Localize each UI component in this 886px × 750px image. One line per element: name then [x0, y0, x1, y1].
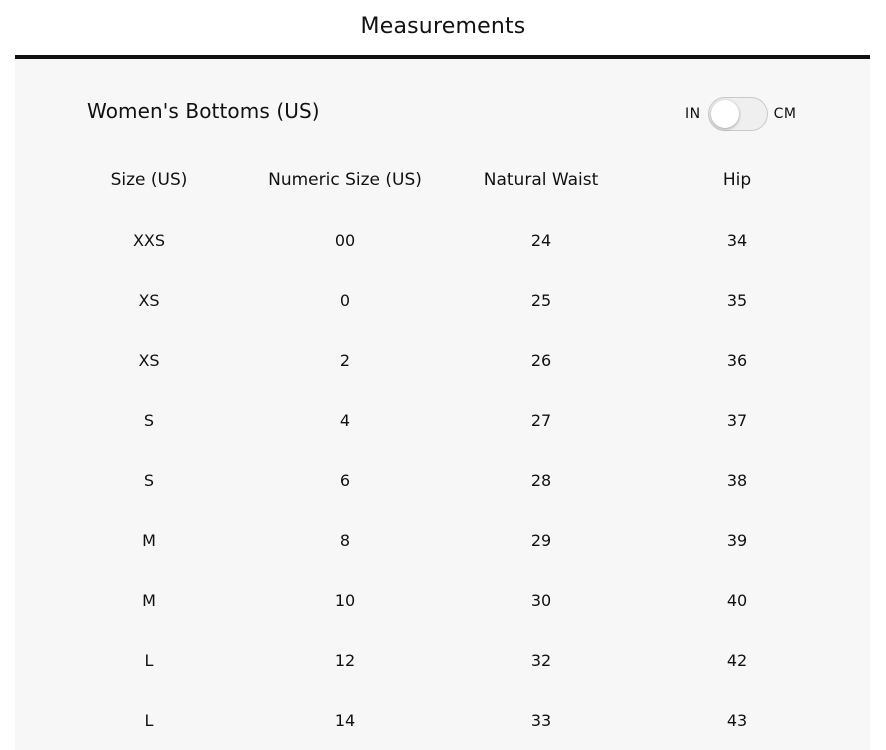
size-cell: M	[142, 590, 156, 610]
unit-toggle-knob[interactable]	[711, 100, 739, 128]
hip-cell: 42	[726, 650, 748, 670]
hip-cell: 37	[726, 410, 748, 430]
natural-waist-cell: 26	[530, 350, 552, 370]
table-row	[51, 390, 835, 450]
table-row	[51, 450, 835, 510]
hip-cell: 39	[726, 530, 748, 550]
hip-cell: 36	[726, 350, 748, 370]
column-header-numeric-size: Numeric Size (US)	[268, 170, 422, 190]
header	[0, 0, 886, 56]
numeric-size-cell: 6	[339, 470, 351, 490]
column-header-hip: Hip	[722, 170, 752, 190]
measurements-panel	[15, 59, 870, 750]
numeric-size-cell: 10	[334, 590, 356, 610]
natural-waist-cell: 24	[530, 230, 552, 250]
page-title: Measurements	[360, 14, 526, 39]
numeric-size-cell: 0	[339, 290, 351, 310]
size-cell: M	[142, 530, 156, 550]
numeric-size-cell: 14	[334, 710, 356, 730]
natural-waist-cell: 29	[530, 530, 552, 550]
natural-waist-cell: 28	[530, 470, 552, 490]
table-row	[51, 570, 835, 630]
natural-waist-cell: 25	[530, 290, 552, 310]
size-cell: XS	[138, 290, 160, 310]
table-header-row	[51, 150, 835, 210]
hip-cell: 34	[726, 230, 748, 250]
natural-waist-cell: 32	[530, 650, 552, 670]
table-row	[51, 210, 835, 270]
hip-cell: 43	[726, 710, 748, 730]
table-row	[51, 510, 835, 570]
size-cell: L	[144, 710, 154, 730]
table-row	[51, 330, 835, 390]
size-cell: S	[143, 410, 155, 430]
size-cell: XXS	[132, 230, 166, 250]
unit-label-cm[interactable]: CM	[773, 106, 797, 122]
hip-cell: 35	[726, 290, 748, 310]
numeric-size-cell: 12	[334, 650, 356, 670]
hip-cell: 38	[726, 470, 748, 490]
natural-waist-cell: 30	[530, 590, 552, 610]
unit-toggle-switch[interactable]	[708, 97, 768, 131]
table-row	[51, 630, 835, 690]
table-row	[51, 690, 835, 750]
numeric-size-cell: 2	[339, 350, 351, 370]
column-header-natural-waist: Natural Waist	[483, 170, 599, 190]
table-row	[51, 270, 835, 330]
numeric-size-cell: 00	[334, 230, 356, 250]
size-cell: XS	[138, 350, 160, 370]
hip-cell: 40	[726, 590, 748, 610]
natural-waist-cell: 33	[530, 710, 552, 730]
natural-waist-cell: 27	[530, 410, 552, 430]
section-title: Women's Bottoms (US)	[87, 99, 320, 123]
numeric-size-cell: 4	[339, 410, 351, 430]
unit-label-in[interactable]: IN	[685, 106, 701, 122]
column-header-size: Size (US)	[110, 170, 188, 190]
size-cell: L	[144, 650, 154, 670]
numeric-size-cell: 8	[339, 530, 351, 550]
size-cell: S	[143, 470, 155, 490]
unit-toggle[interactable]	[685, 96, 796, 132]
size-chart-table	[51, 150, 835, 750]
